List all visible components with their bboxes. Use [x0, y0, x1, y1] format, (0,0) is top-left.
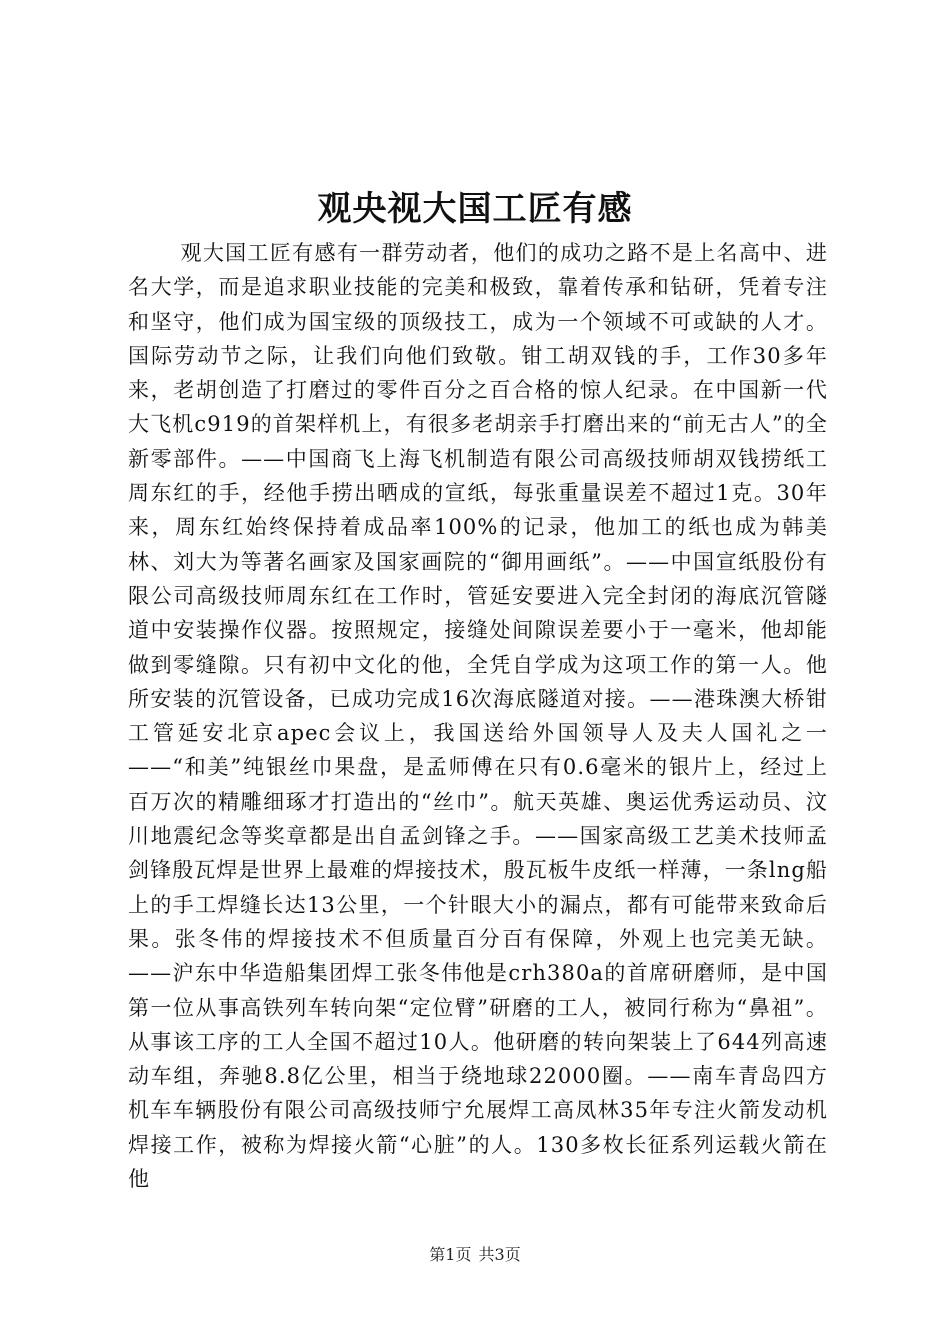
- document-title: 观央视大国工匠有感: [317, 189, 633, 229]
- document-body-paragraph: 观大国工匠有感有一群劳动者，他们的成功之路不是上名高中、进名大学，而是追求职业技能的完美和极致，靠着传承和钻研，凭着专注和坚守，他们成为国宝级的顶级技工，成为一个领域不可或缺的人才。国际劳动节之际，让我们向他们致敬。钳工胡双钱的手，工作30多年来，老胡创造了打磨过的零件百分之百合格的惊人纪录。在中国新一代大飞机c919的首架样机上，有很多老胡亲手打磨出来的“前无古人”的全新零部件。——中国商飞上海飞机制造有限公司高级技师胡双钱捞纸工周东红的手，经他手捞出晒成的宣纸，每张重量误差不超过1克。30年来，周东红始终保持着成品率100%的记录，他加工的纸也成为韩美林、刘大为等著名画家及国家画院的“御用画纸”。——中国宣纸股份有限公司高级技师周东红在工作时，管延安要进入完全封闭的海底沉管隧道中安装操作仪器。按照规定，接缝处间隙误差要小于一毫米，他却能做到零缝隙。只有初中文化的他，全凭自学成为这项工作的第一人。他所安装的沉管设备，已成功完成16次海底隧道对接。——港珠澳大桥钳工管延安北京apec会议上，我国送给外国领导人及夫人国礼之一——“和美”纯银丝巾果盘，是孟师傅在只有0.6毫米的银片上，经过上百万次的精雕细琢才打造出的“丝巾”。航天英雄、奥运优秀运动员、汶川地震纪念等奖章都是出自孟剑锋之手。——国家高级工艺美术技师孟剑锋殷瓦焊是世界上最难的焊接技术，殷瓦板牛皮纸一样薄，一条lng船上的手工焊缝长达13公里，一个针眼大小的漏点，都有可能带来致命后果。张冬伟的焊接技术不但质量百分百有保障，外观上也完美无缺。——沪东中华造船集团焊工张冬伟他是crh380a的首席研磨师，是中国第一位从事高铁列车转向架“定位臂”研磨的工人，被同行称为“鼻祖”。从事该工序的工人全国不超过10人。他研磨的转向架装上了644列高速动车组，奔驰8.8亿公里，相当于绕地球22000圈。——南车青岛四方机车车辆股份有限公司高级技师宁允展焊工高凤林35年专注火箭发动机焊接工作，被称为焊接火箭“心脏”的人。130多枚长征系列运载火箭在他: [128, 241, 828, 1192]
- page-number-footer: 第1页 共3页: [429, 1245, 521, 1264]
